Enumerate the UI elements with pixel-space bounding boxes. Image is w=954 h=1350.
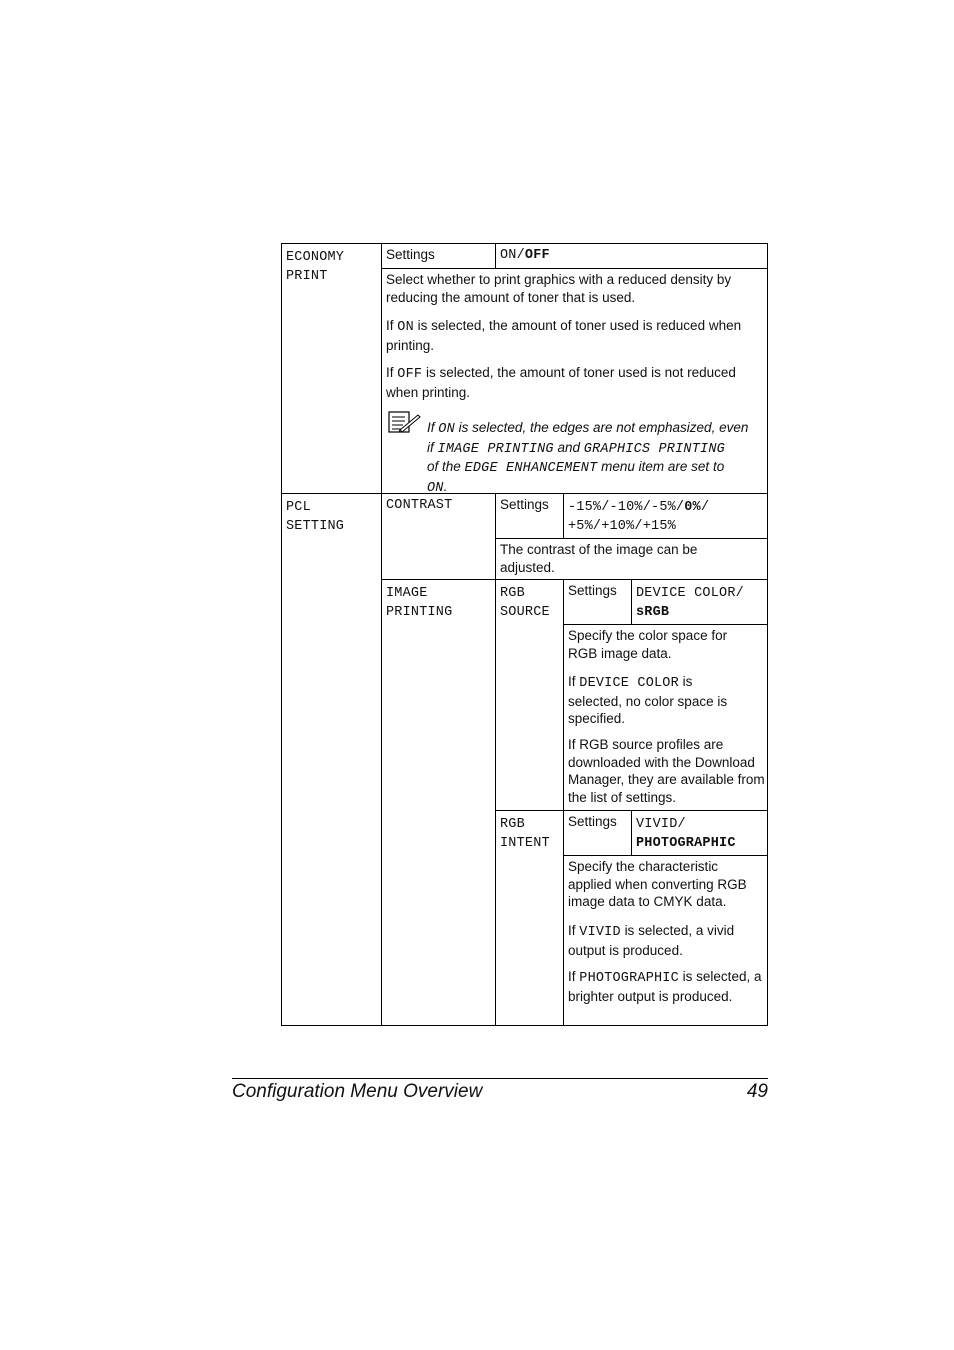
rgb-intent-photographic-description: If PHOTOGRAPHIC is selected, a brighter output is produced. <box>568 969 762 1004</box>
economy-print-on-description: If ON is selected, the amount of toner used is reduced when printing. <box>386 318 742 353</box>
contrast-settings-value: -15%/-10%/-5%/0%/ +5%/+10%/+15% <box>568 500 710 534</box>
rgb-intent-vivid-description: If VIVID is selected, a vivid output is produced. <box>568 923 735 958</box>
economy-print-description: Select whether to print graphics with a reduced density by reducing the amount of toner that is used. <box>386 272 732 305</box>
rgb-intent-settings-label: Settings <box>568 814 617 829</box>
rgb-intent-description: Specify the characteristic applied when converting RGB image data to CMYK data. <box>568 859 747 909</box>
economy-print-note: If ON is selected, the edges are not emphasized, even if IMAGE PRINTING and GRAPHICS PRINTING of the EDGE ENHANCEMENT menu item are set to ON. <box>427 420 749 496</box>
footer-rule <box>232 1078 768 1079</box>
rgb-source-device-color-description: If DEVICE COLOR is selected, no color space is specified. <box>568 674 728 726</box>
economy-print-off-description: If OFF is selected, the amount of toner used is not reduced when printing. <box>386 365 736 400</box>
image-printing-label: IMAGE PRINTING <box>386 586 453 620</box>
economy-print-settings-value: ON/OFF <box>500 248 550 263</box>
pcl-setting-label: PCL SETTING <box>286 500 345 534</box>
contrast-description: The contrast of the image can be adjusted. <box>500 542 698 575</box>
rgb-source-label: RGB SOURCE <box>500 586 550 620</box>
rgb-source-profiles-description: If RGB source profiles are downloaded with the Download Manager, they are available from the list of settings. <box>568 737 765 805</box>
rgb-intent-label: RGB INTENT <box>500 817 550 851</box>
rgb-source-settings-label: Settings <box>568 583 617 598</box>
page-number: 49 <box>746 1081 768 1102</box>
contrast-settings-label: Settings <box>500 497 549 512</box>
note-icon <box>388 411 422 438</box>
rgb-source-settings-value: DEVICE COLOR/ sRGB <box>636 586 744 620</box>
rgb-source-description: Specify the color space for RGB image data. <box>568 628 728 661</box>
contrast-label: CONTRAST <box>386 498 453 513</box>
economy-print-settings-label: Settings <box>386 247 435 262</box>
footer-title: Configuration Menu Overview <box>232 1081 483 1102</box>
economy-print-label: ECONOMY PRINT <box>286 250 345 284</box>
rgb-intent-settings-value: VIVID/ PHOTOGRAPHIC <box>636 817 736 851</box>
